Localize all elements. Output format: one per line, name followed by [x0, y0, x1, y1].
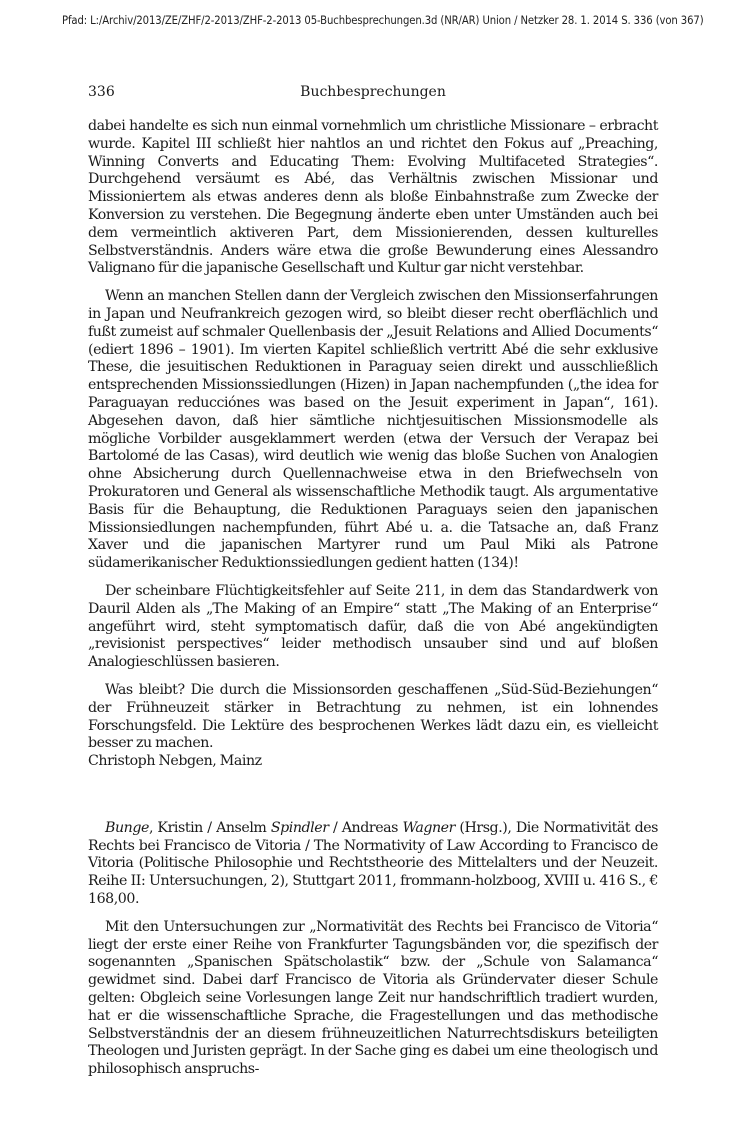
review1-signature: Christoph Nebgen, Mainz: [88, 753, 262, 770]
review1-paragraph-3: Der scheinbare Flüchtigkeitsfehler auf Seite 211, in dem das Standardwerk von Dauril Alden als „The Making of an Empire“ statt „The Making of an Enterprise“ angeführt wird, steht symptomatisch dafür, daß die von Abé angekündigten „revisionist perspectives“ leider methodisch unsauber sind und auf bloßen Analogieschlüssen basieren.: [88, 582, 658, 671]
ref-author-spindler: Spindler: [270, 819, 329, 836]
page-body: [88, 118, 658, 1079]
section-title: Buchbesprechungen: [300, 84, 446, 100]
running-header: [88, 83, 658, 103]
review2-paragraph-1: Mit den Untersuchungen zur „Normativität des Rechts bei Francisco de Vitoria“ liegt der erste einer Reihe von Frankfurter Tagungsbänden vor, die spezifisch der sogenannten „Spanischen Spätscholastik“ bzw. der „Schule von Salamanca“ gewidmet sind. Dabei darf Francisco de Vitoria als Gründervater dieser Schule gelten: Obgleich seine Vorlesungen lange Zeit nur handschriftlich tradiert wurden, hat er die wissenschaftliche Sprache, die Fragestellungen und das methodische Selbstverständnis der an diesem frühneuzeitlichen Naturrechtsdiskurs beteiligten Theologen und Juristen geprägt. In der Sache ging es dabei um eine theologisch und philosophisch anspruchs-: [88, 918, 658, 1078]
ref-text-2: / Andreas: [328, 819, 403, 836]
ref-text-3: (Hrsg.), Die Normativität des Rechts bei Francisco de Vitoria / The Normativity of Law According to Francisco de Vitoria (Politische Philosophie und Rechtstheorie des Mittelalters und der Neuzeit. Reihe II: Untersuchungen, 2), Stuttgart 2011, frommann-holzboog, XVIII u. 416 S., € 168,00.: [88, 819, 658, 908]
ref-text-1: , Kristin / Anselm: [148, 819, 271, 836]
page-number: 336: [88, 84, 115, 100]
proof-path-line: Pfad: L:/Archiv/2013/ZE/ZHF/2-2013/ZHF-2-2013 05-Buchbesprechungen.3d (NR/AR) Union / Netzker 28. 1. 2014 S. 336 (von 367): [62, 14, 704, 27]
review1-paragraph-1: dabei handelte es sich nun einmal vornehmlich um christliche Missionare – erbracht wurde. Kapitel III schließt hier nahtlos an und richtet den Fokus auf „Preaching, Winning Converts and Educating Them: Evolving Multifaceted Strategies“. Durchgehend versäumt es Abé, das Verhältnis zwischen Missionar und Missioniertem als etwas anderes denn als bloße Einbahnstraße zum Zwecke der Konversion zu verstehen. Die Begegnung änderte eben unter Umständen auch bei dem vermeintlich aktiveren Part, dem Missionierenden, dessen kulturelles Selbstverständnis. Anders wäre etwa die große Bewunderung eines Alessandro Valignano für die japanische Gesellschaft und Kultur gar nicht verstehbar.: [88, 118, 658, 277]
review1-paragraph-4: Was bleibt? Die durch die Missionsorden geschaffenen „Süd-Süd-Beziehungen“ der Frühneuzeit stärker in Betrachtung zu nehmen, ist ein lohnendes Forschungsfeld. Die Lektüre des besprochenen Werkes lädt dazu ein, es vielleicht besser zu machen.: [88, 681, 658, 752]
book-reference: [88, 820, 658, 909]
ref-author-wagner: Wagner: [402, 819, 455, 836]
review1-paragraph-2: Wenn an manchen Stellen dann der Vergleich zwischen den Missionserfahrungen in Japan und Neufrankreich gezogen wird, so bleibt dieser recht oberflächlich und fußt zumeist auf schmaler Quellenbasis der „Jesuit Relations and Allied Documents“ (ediert 1896 – 1901). Im vierten Kapitel schließlich vertritt Abé die sehr exklusive These, die jesuitischen Reduktionen in Paraguay seien direkt und ausschließlich entsprechenden Missionssiedlungen (Hizen) in Japan nachempfunden („the idea for Paraguayan reducciónes was based on the Jesuit experiment in Japan“, 161). Abgesehen davon, daß hier sämtliche nichtjesuitischen Missionsmodelle als mögliche Vorbilder ausgeklammert werden (etwa der Versuch der Verapaz bei Bartolomé de las Casas), wird deutlich wie wenig das bloße Suchen von Analogien ohne Absicherung durch Quellennachweise etwa in den Briefwechseln von Prokuratoren und General als wissenschaftliche Methodik taugt. Als argumentative Basis für die Behauptung, die Reduktionen Paraguays seien den japanischen Missionsiedlungen nachempfunden, führt Abé u. a. die Tatsache an, daß Franz Xaver und die japanischen Martyrer rund um Paul Miki als Patrone südamerikanischer Reduktionssiedlungen gedient hatten (134)!: [88, 288, 658, 572]
ref-author-bunge: Bunge: [105, 819, 149, 836]
